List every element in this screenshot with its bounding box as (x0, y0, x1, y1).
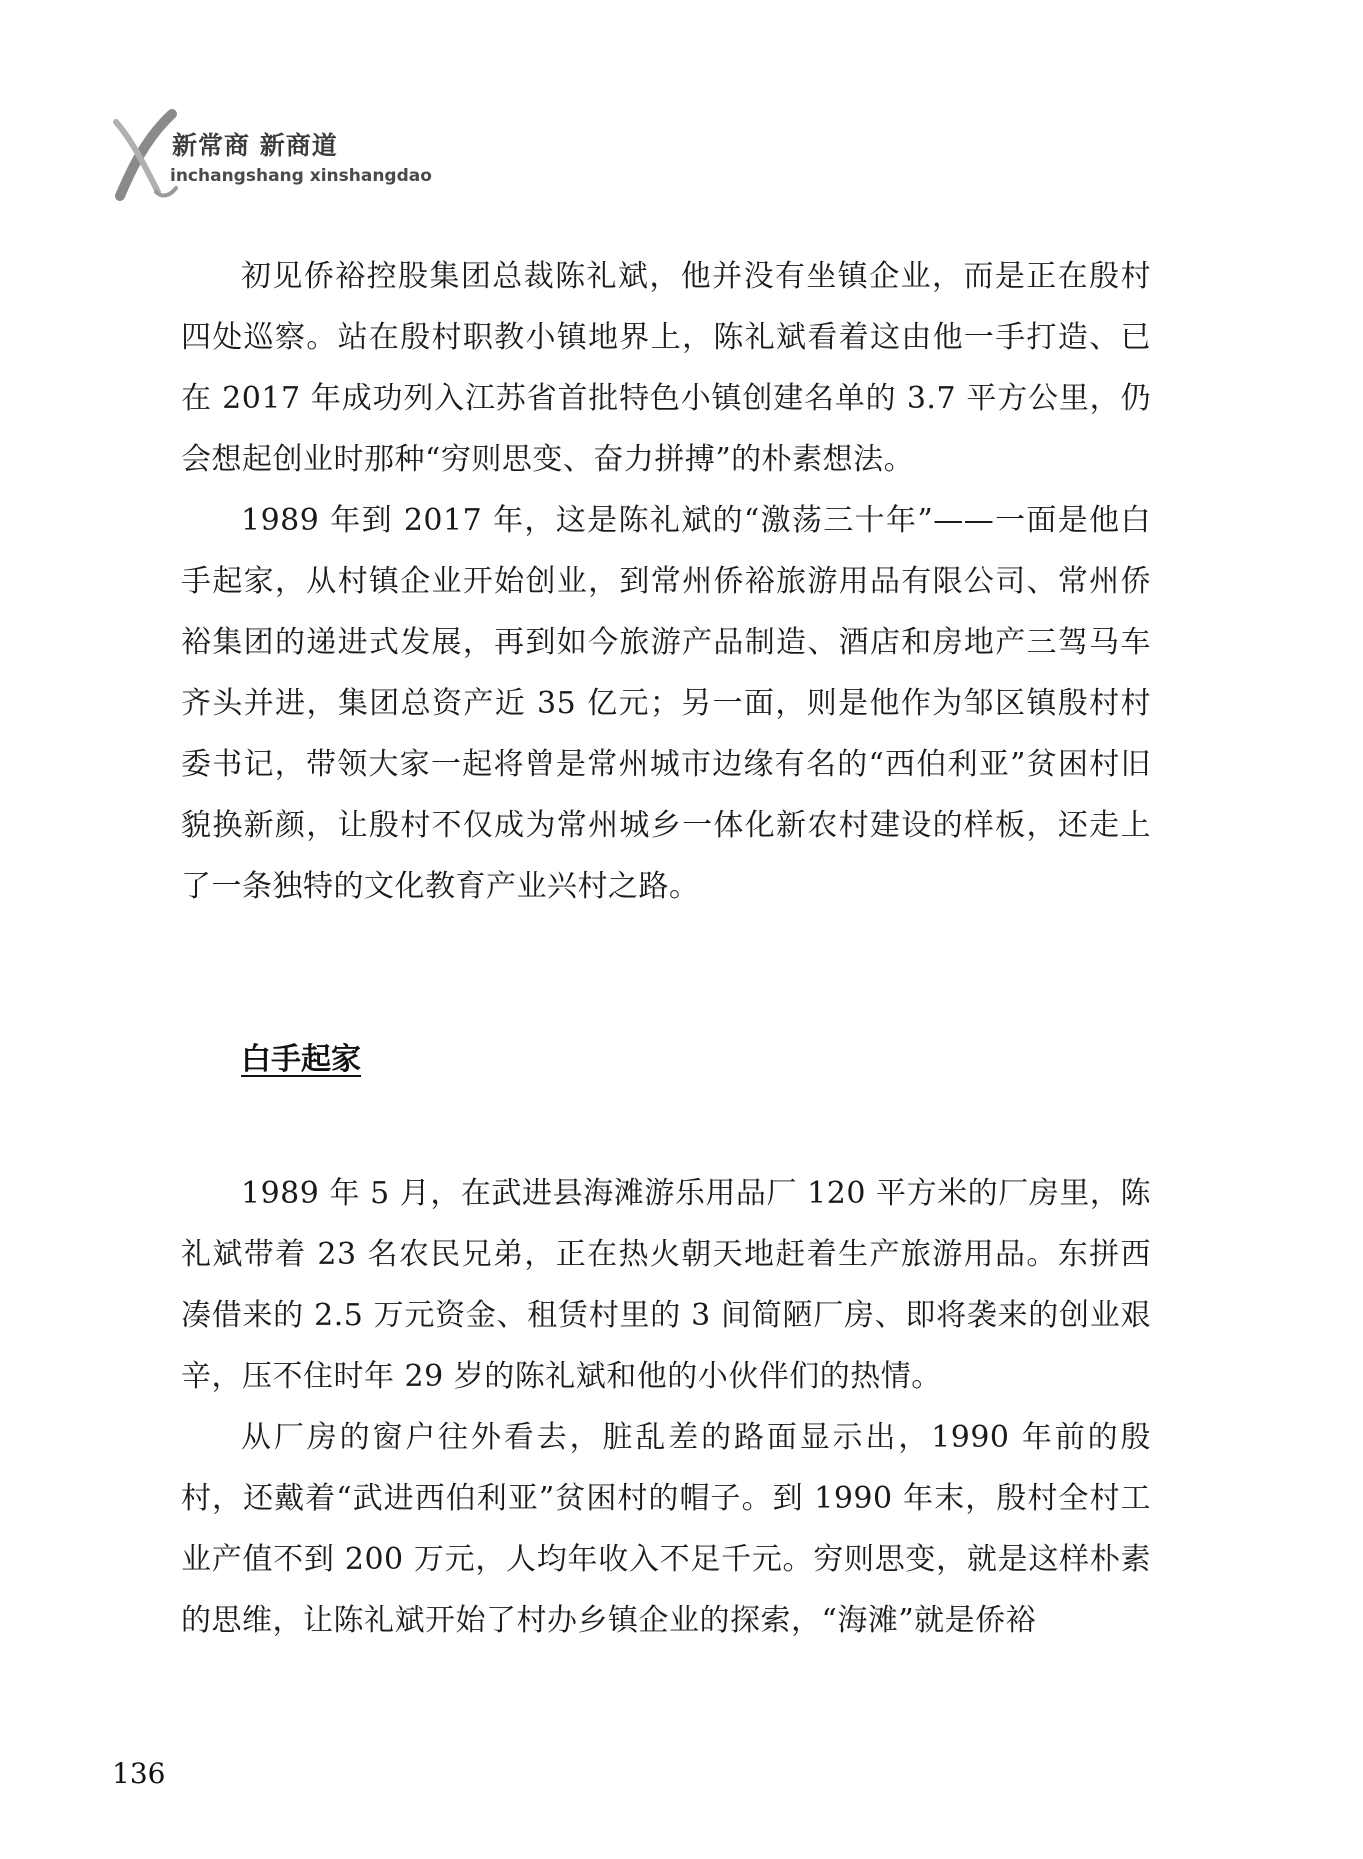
section-heading: 白手起家 (241, 1042, 361, 1077)
section-body (181, 1163, 1151, 1651)
header-title-cn: 新常商 新商道 (172, 131, 338, 160)
paragraph: 初见侨裕控股集团总裁陈礼斌，他并没有坐镇企业，而是正在殷村四处巡察。站在殷村职教小镇地界上，陈礼斌看着这由他一手打造、已在 2017 年成功列入江苏省首批特色小镇创建名单的 3.7 平方公里，仍会想起创业时那种“穷则思变、奋力拼搏”的朴素想法。 (181, 259, 1151, 477)
paragraph: 从厂房的窗户往外看去，脏乱差的路面显示出，1990 年前的殷村，还戴着“武进西伯利亚”贫困村的帽子。到 1990 年末，殷村全村工业产值不到 200 万元，人均年收入不足千元。穷则思变，就是这样朴素的思维，让陈礼斌开始了村办乡镇企业的探索，“海滩”就是侨裕 (181, 1420, 1151, 1638)
header-title-en: inchangshang xinshangdao (170, 166, 432, 186)
page-number: 136 (112, 1757, 166, 1790)
running-header (112, 108, 442, 208)
intro-section (181, 246, 1151, 917)
paragraph: 1989 年 5 月，在武进县海滩游乐用品厂 120 平方米的厂房里，陈礼斌带着 23 名农民兄弟，正在热火朝天地赶着生产旅游用品。东拼西凑借来的 2.5 万元资金、租赁村里的 3 间简陋厂房、即将袭来的创业艰辛，压不住时年 29 岁的陈礼斌和他的小伙伴们的热情。 (181, 1176, 1151, 1394)
paragraph: 1989 年到 2017 年，这是陈礼斌的“激荡三十年”——一面是他白手起家，从村镇企业开始创业，到常州侨裕旅游用品有限公司、常州侨裕集团的递进式发展，再到如今旅游产品制造、酒店和房地产三驾马车齐头并进，集团总资产近 35 亿元；另一面，则是他作为邹区镇殷村村委书记，带领大家一起将曾是常州城市边缘有名的“西伯利亚”贫困村旧貌换新颜，让殷村不仅成为常州城乡一体化新农村建设的样板，还走上了一条独特的文化教育产业兴村之路。 (181, 503, 1151, 904)
